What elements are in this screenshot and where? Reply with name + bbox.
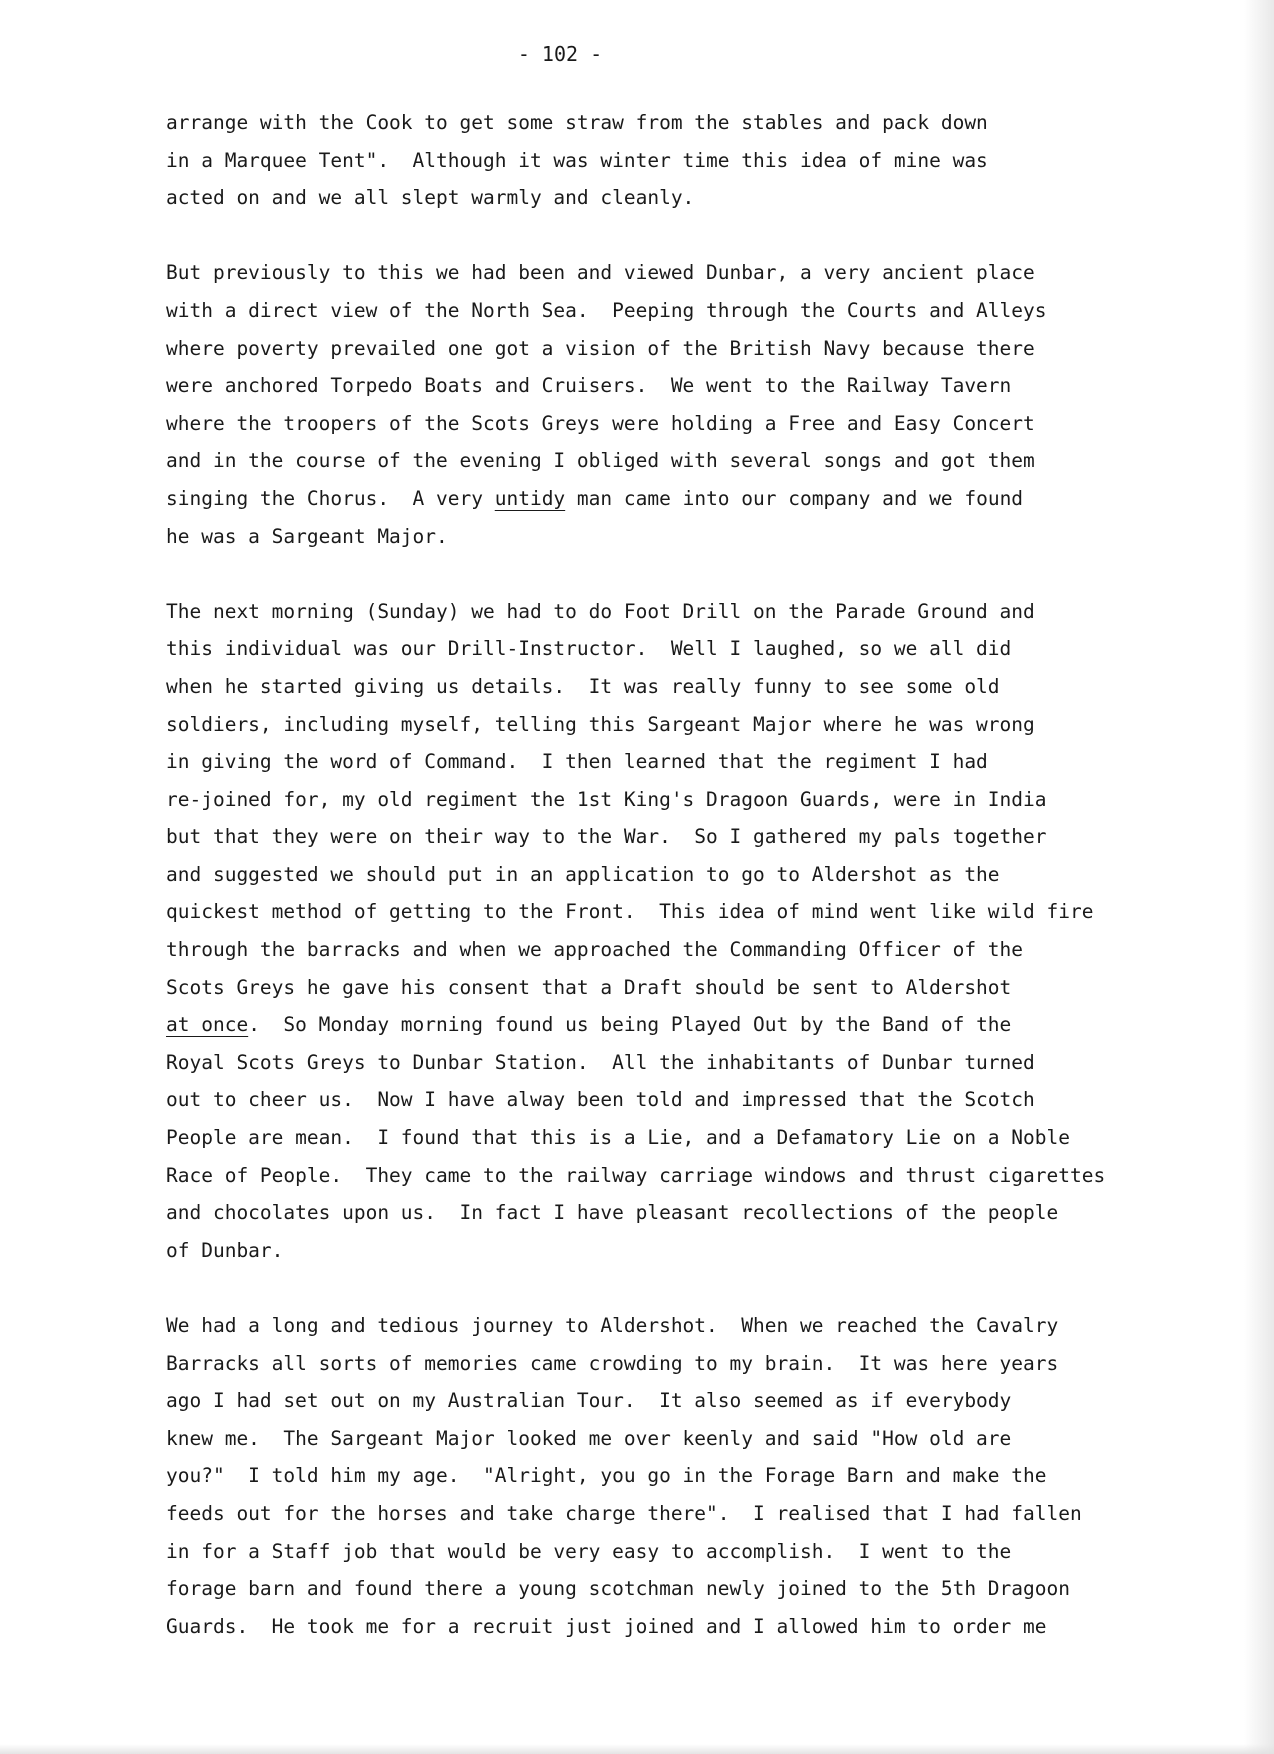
text-line: [166, 1081, 1176, 1119]
text-line: [166, 630, 1176, 668]
text-line: [166, 1533, 1176, 1571]
line-text: We had a long and tedious journey to Aldershot. When we reached the Cavalry: [166, 1314, 1059, 1337]
line-text: ago I had set out on my Australian Tour. It also seemed as if everybody: [166, 1389, 1012, 1413]
text-line: [166, 1119, 1176, 1157]
text-line: [166, 893, 1176, 931]
text-line: [166, 179, 1176, 217]
line-text: with a direct view of the North Sea. Peeping through the Courts and Alleys: [166, 298, 1047, 322]
text-line: [166, 856, 1176, 894]
text-line: [166, 442, 1176, 480]
text-line: [166, 330, 1176, 368]
line-text: People are mean. I found that this is a Lie, and a Defamatory Lie on a Noble: [166, 1126, 1070, 1150]
line-text: forage barn and found there a young scotchman newly joined to the 5th Dragoon: [166, 1577, 1070, 1601]
text-line: [166, 367, 1176, 405]
line-text: and suggested we should put in an application to go to Aldershot as the: [166, 862, 1000, 886]
text-line: [166, 1307, 1176, 1345]
line-text: knew me. The Sargeant Major looked me over keenly and said "How old are: [166, 1426, 1012, 1450]
text-line: [166, 518, 1176, 556]
text-line: [166, 668, 1176, 706]
line-text: in giving the word of Command. I then learned that the regiment I had: [166, 750, 988, 774]
line-text: singing the Chorus. A very: [166, 486, 495, 510]
text-line: [166, 1345, 1176, 1383]
paragraph-gap: [166, 217, 1176, 255]
line-text: Barracks all sorts of memories came crowding to my brain. It was here years: [166, 1351, 1059, 1375]
text-line: [166, 1382, 1176, 1420]
paragraph-gap: [166, 1269, 1176, 1307]
line-text: acted on and we all slept warmly and cleanly.: [166, 186, 695, 210]
text-line: [166, 1006, 1176, 1044]
line-text: Royal Scots Greys to Dunbar Station. All the inhabitants of Dunbar turned: [166, 1050, 1035, 1074]
text-line: [166, 1194, 1176, 1232]
line-text: and chocolates upon us. In fact I have pleasant recollections of the people: [166, 1201, 1059, 1225]
line-text: soldiers, including myself, telling this Sargeant Major where he was wrong: [166, 712, 1035, 736]
line-text: but that they were on their way to the War. So I gathered my pals together: [166, 825, 1047, 849]
text-line: [166, 781, 1176, 819]
line-text: through the barracks and when we approached the Commanding Officer of the: [166, 938, 1024, 962]
text-line: [166, 104, 1176, 142]
line-text: in for a Staff job that would be very easy to accomplish. I went to the: [166, 1539, 1012, 1563]
line-text: quickest method of getting to the Front. This idea of mind went like wild fire: [166, 900, 1094, 924]
underlined-text: untidy: [494, 486, 566, 510]
line-text: man came into our company and we found: [565, 486, 1024, 510]
text-line: [166, 254, 1176, 292]
line-text: he was a Sargeant Major.: [166, 524, 448, 548]
text-line: [166, 931, 1176, 969]
paragraph-gap: [166, 555, 1176, 593]
text-line: [166, 1570, 1176, 1608]
line-text: re-joined for, my old regiment the 1st King's Dragoon Guards, were in India: [166, 787, 1047, 811]
line-text: of Dunbar.: [166, 1238, 284, 1262]
text-line: [166, 1232, 1176, 1270]
line-text: . So Monday morning found us being Played Out by the Band of the: [248, 1013, 1012, 1037]
text-line: [166, 1608, 1176, 1646]
text-line: [166, 292, 1176, 330]
body-text: [166, 104, 1176, 1645]
text-line: [166, 743, 1176, 781]
line-text: when he started giving us details. It was really funny to see some old: [166, 674, 1000, 698]
line-text: But previously to this we had been and viewed Dunbar, a very ancient place: [166, 261, 1035, 285]
line-text: feeds out for the horses and take charge there". I realised that I had fallen: [166, 1501, 1082, 1525]
line-text: where poverty prevailed one got a vision of the British Navy because there: [166, 336, 1035, 360]
text-line: [166, 818, 1176, 856]
text-line: [166, 142, 1176, 180]
paragraph: [166, 1307, 1176, 1645]
line-text: where the troopers of the Scots Greys were holding a Free and Easy Concert: [166, 411, 1035, 435]
text-line: [166, 1044, 1176, 1082]
underlined-text: at once: [166, 1013, 249, 1037]
line-text: you?" I told him my age. "Alright, you go in the Forage Barn and make the: [166, 1464, 1047, 1488]
text-line: [166, 969, 1176, 1007]
line-text: were anchored Torpedo Boats and Cruisers. We went to the Railway Tavern: [166, 374, 1012, 398]
text-line: [166, 1495, 1176, 1533]
line-text: out to cheer us. Now I have alway been told and impressed that the Scotch: [166, 1088, 1035, 1112]
page-bottom-shadow: [0, 1744, 1274, 1754]
text-line: [166, 1420, 1176, 1458]
paragraph: [166, 593, 1176, 1270]
line-text: arrange with the Cook to get some straw from the stables and pack down: [166, 111, 988, 134]
text-line: [166, 480, 1176, 518]
text-line: [166, 706, 1176, 744]
line-text: Race of People. They came to the railway carriage windows and thrust cigarettes: [166, 1163, 1106, 1187]
line-text: and in the course of the evening I obliged with several songs and got them: [166, 449, 1035, 473]
text-line: [166, 1457, 1176, 1495]
paragraph: [166, 104, 1176, 217]
paragraph: [166, 254, 1176, 555]
text-line: [166, 405, 1176, 443]
page-number: - 102 -: [517, 42, 603, 66]
line-text: in a Marquee Tent". Although it was winter time this idea of mine was: [166, 148, 988, 172]
line-text: Scots Greys he gave his consent that a Draft should be sent to Aldershot: [166, 975, 1012, 999]
line-text: Guards. He took me for a recruit just joined and I allowed him to order me: [166, 1614, 1047, 1638]
page-edge-shadow: [1244, 0, 1274, 1754]
text-line: [166, 1157, 1176, 1195]
text-line: [166, 593, 1176, 631]
line-text: this individual was our Drill-Instructor. Well I laughed, so we all did: [166, 637, 1012, 661]
line-text: The next morning (Sunday) we had to do Foot Drill on the Parade Ground and: [166, 599, 1035, 623]
